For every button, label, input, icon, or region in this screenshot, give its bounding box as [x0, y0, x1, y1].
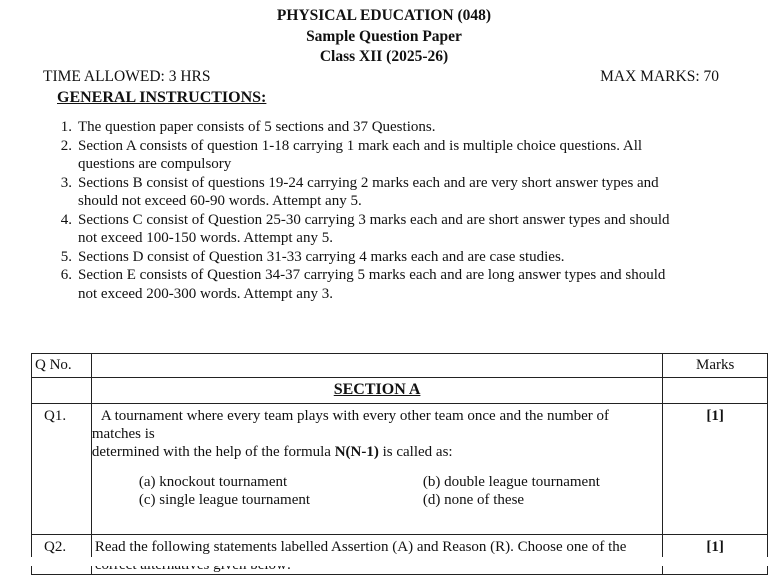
question-text: A tournament where every team plays with every other team once and the number of matches is determined with the help of the formula N(N-1) is called as: (a) knockout tournament (b) double league tournament (c) single league tournament (d) none of these: [91, 404, 662, 535]
table-row: [32, 535, 768, 575]
option-a: (a) knockout tournament: [138, 474, 288, 490]
instruction-item: 2. Section A consists of question 1-18 carrying 1 mark each and is multiple choice questions. All questions are compulsory: [60, 137, 643, 172]
formula: N(N-1): [334, 444, 379, 460]
answer-options: [92, 473, 662, 509]
question-marks: [1]: [663, 404, 768, 535]
question-marks: [1]: [663, 535, 768, 575]
question-number: Q2.: [32, 535, 92, 575]
paper-type: Sample Question Paper: [306, 28, 462, 45]
time-allowed: TIME ALLOWED: 3 HRS: [43, 68, 211, 85]
paper-subject: PHYSICAL EDUCATION (048): [276, 7, 492, 24]
instructions-list: [52, 118, 752, 303]
max-marks: MAX MARKS: 70: [600, 68, 719, 85]
table-row: [32, 404, 768, 535]
option-b: (b) double league tournament: [422, 474, 600, 490]
instruction-item: 3. Sections B consist of questions 19-24 carrying 2 marks each and are very short answer types and should not exceed 60-90 words. Attempt any 5.: [60, 174, 659, 209]
marks-header: Marks: [663, 354, 768, 378]
option-c: (c) single league tournament: [138, 492, 311, 508]
instruction-item: 4. Sections C consist of Question 25-30 carrying 3 marks each and are short answer types and should not exceed 100-150 words. Attempt any 5.: [60, 211, 670, 246]
paper-class: Class XII (2025-26): [319, 48, 449, 65]
instruction-item: 1. The question paper consists of 5 sections and 37 Questions.: [60, 119, 436, 135]
question-text: Read the following statements labelled Assertion (A) and Reason (R). Choose one of the: [91, 535, 662, 575]
page-crop-edge: [0, 557, 768, 566]
question-table: [31, 353, 768, 575]
qno-header: Q No.: [32, 354, 92, 378]
option-d: (d) none of these: [422, 492, 525, 508]
section-a-title: SECTION A: [91, 378, 662, 404]
section-row: [32, 378, 768, 404]
instruction-item: 6. Section E consists of Question 34-37 carrying 5 marks each and are long answer types and should not exceed 200-300 words. Attempt any 3.: [60, 267, 666, 302]
table-header-row: [32, 354, 768, 378]
question-number: Q1.: [32, 404, 92, 535]
instructions-heading: GENERAL INSTRUCTIONS:: [57, 89, 267, 106]
instruction-item: 5. Sections D consist of Question 31-33 carrying 4 marks each and are case studies.: [60, 248, 565, 265]
question-header: [91, 354, 662, 378]
